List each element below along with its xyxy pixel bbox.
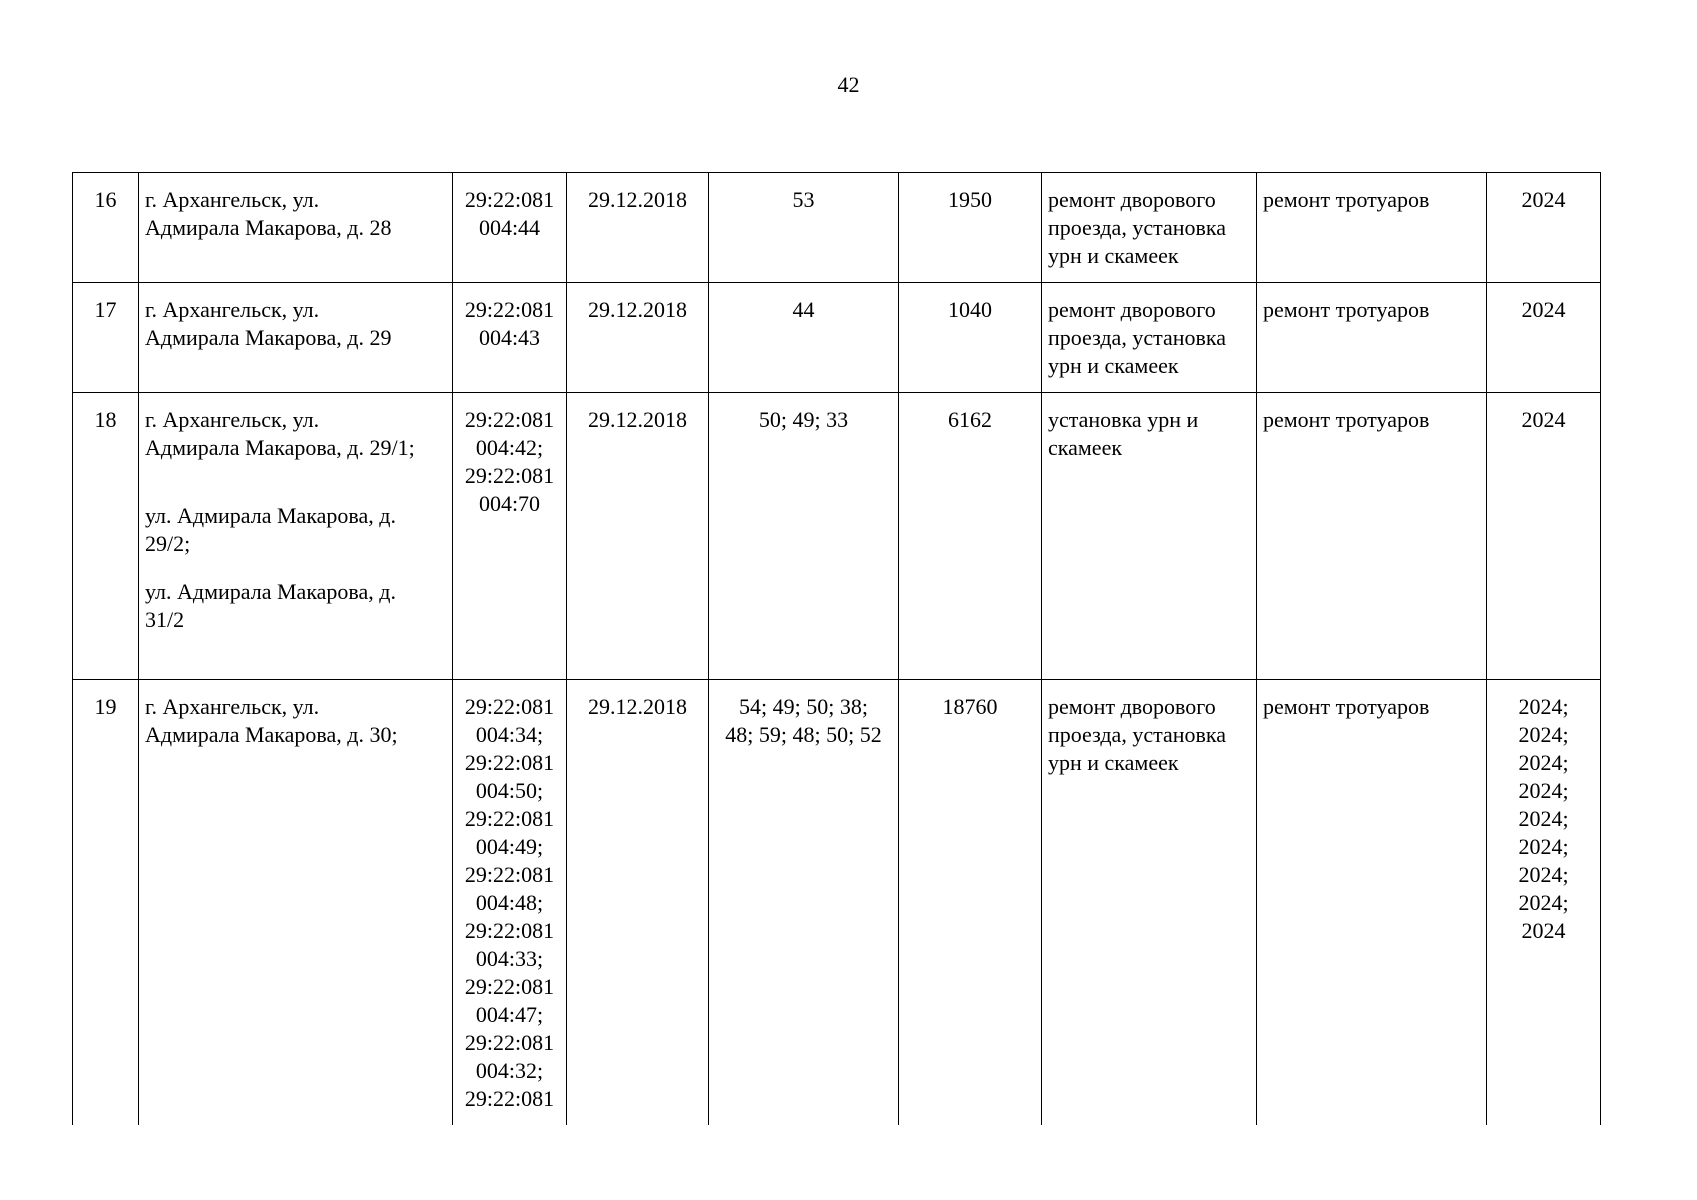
address-line: Адмирала Макарова, д. 29 [145,325,392,350]
address-line: г. Архангельск, ул. [145,694,320,719]
cadastral-line: 004:49; [475,834,544,859]
address-line: ул. Адмирала Макарова, д. [145,503,396,528]
cadastral-line: 29:22:081 [464,806,555,831]
cadastral-line: 29:22:081 [464,694,555,719]
address-line: 31/2 [145,607,185,632]
address-line: 29/2; [145,531,191,556]
date-cell: 29.12.2018 [567,173,709,283]
cadastral-line: 004:50; [475,778,544,803]
year-line: 2024 [1521,407,1566,432]
address-cell [139,680,453,1126]
cadastral-cell [453,393,567,680]
works-line: ремонт дворового [1048,297,1216,322]
cadastral-line: 29:22:081 [464,407,555,432]
floors-cell: 50; 49; 33 [709,393,899,680]
works-cell [1042,283,1257,393]
year-line: 2024; [1518,890,1569,915]
address-line: г. Архангельск, ул. [145,407,320,432]
table-row [73,283,1601,393]
additional-works-cell: ремонт тротуаров [1257,680,1487,1126]
works-line: ремонт дворового [1048,187,1216,212]
cadastral-line: 29:22:081 [464,297,555,322]
address-cell [139,283,453,393]
works-line: проезда, установка [1048,325,1227,350]
floors-cell: 44 [709,283,899,393]
cadastral-line: 004:33; [475,946,544,971]
year-line: 2024; [1518,778,1569,803]
cadastral-line: 29:22:081 [464,1030,555,1055]
address-cell [139,393,453,680]
works-line: урн и скамеек [1048,353,1179,378]
year-line: 2024; [1518,806,1569,831]
cadastral-line: 004:44 [478,215,541,240]
address-line: Адмирала Макарова, д. 29/1; [145,435,415,460]
cadastral-line: 004:70 [478,491,541,516]
floors-cell: 53 [709,173,899,283]
area-cell: 6162 [899,393,1042,680]
works-line: скамеек [1048,435,1123,460]
address-line: г. Архангельск, ул. [145,297,320,322]
year-line: 2024; [1518,750,1569,775]
cadastral-line: 29:22:081 [464,862,555,887]
floors-line: 48; 59; 48; 50; 52 [725,722,882,747]
cadastral-line: 29:22:081 [464,918,555,943]
year-line: 2024; [1518,694,1569,719]
additional-works-cell: ремонт тротуаров [1257,173,1487,283]
cadastral-line: 004:34; [475,722,544,747]
address-line: ул. Адмирала Макарова, д. [145,579,396,604]
floors-line: 54; 49; 50; 38; [739,694,868,719]
date-cell: 29.12.2018 [567,283,709,393]
cadastral-line: 29:22:081 [464,974,555,999]
address-line: Адмирала Макарова, д. 30; [145,722,398,747]
cadastral-cell [453,283,567,393]
works-cell [1042,680,1257,1126]
cadastral-line: 004:32; [475,1058,544,1083]
area-cell: 1040 [899,283,1042,393]
additional-works-cell: ремонт тротуаров [1257,393,1487,680]
row-number: 18 [73,393,139,680]
cadastral-line: 004:48; [475,890,544,915]
additional-works-cell: ремонт тротуаров [1257,283,1487,393]
year-line: 2024 [1521,297,1566,322]
row-number: 17 [73,283,139,393]
address-line: г. Архангельск, ул. [145,187,320,212]
cadastral-cell [453,680,567,1126]
cadastral-line: 29:22:081 [464,187,555,212]
cadastral-line: 004:42; [475,435,544,460]
date-cell: 29.12.2018 [567,393,709,680]
works-line: проезда, установка [1048,215,1227,240]
area-cell: 18760 [899,680,1042,1126]
works-line: установка урн и [1048,407,1199,432]
cadastral-line: 29:22:081 [464,1086,555,1111]
row-number: 16 [73,173,139,283]
area-cell: 1950 [899,173,1042,283]
floors-cell [709,680,899,1126]
works-cell [1042,393,1257,680]
works-line: урн и скамеек [1048,243,1179,268]
row-number: 19 [73,680,139,1126]
works-line: проезда, установка [1048,722,1227,747]
works-line: урн и скамеек [1048,750,1179,775]
date-cell: 29.12.2018 [567,680,709,1126]
year-cell [1487,173,1601,283]
year-line: 2024; [1518,722,1569,747]
cadastral-line: 29:22:081 [464,750,555,775]
address-line: Адмирала Макарова, д. 28 [145,215,392,240]
table-row [73,680,1601,1126]
year-line: 2024 [1521,187,1566,212]
table-row [73,393,1601,680]
year-line: 2024 [1521,918,1566,943]
works-cell [1042,173,1257,283]
objects-table [72,172,1601,1125]
year-cell [1487,283,1601,393]
table-row [73,173,1601,283]
page-number: 42 [837,72,860,97]
year-cell [1487,680,1601,1126]
year-line: 2024; [1518,862,1569,887]
year-line: 2024; [1518,834,1569,859]
cadastral-cell [453,173,567,283]
cadastral-line: 004:47; [475,1002,544,1027]
works-line: ремонт дворового [1048,694,1216,719]
address-cell [139,173,453,283]
year-cell [1487,393,1601,680]
cadastral-line: 004:43 [478,325,541,350]
cadastral-line: 29:22:081 [464,463,555,488]
